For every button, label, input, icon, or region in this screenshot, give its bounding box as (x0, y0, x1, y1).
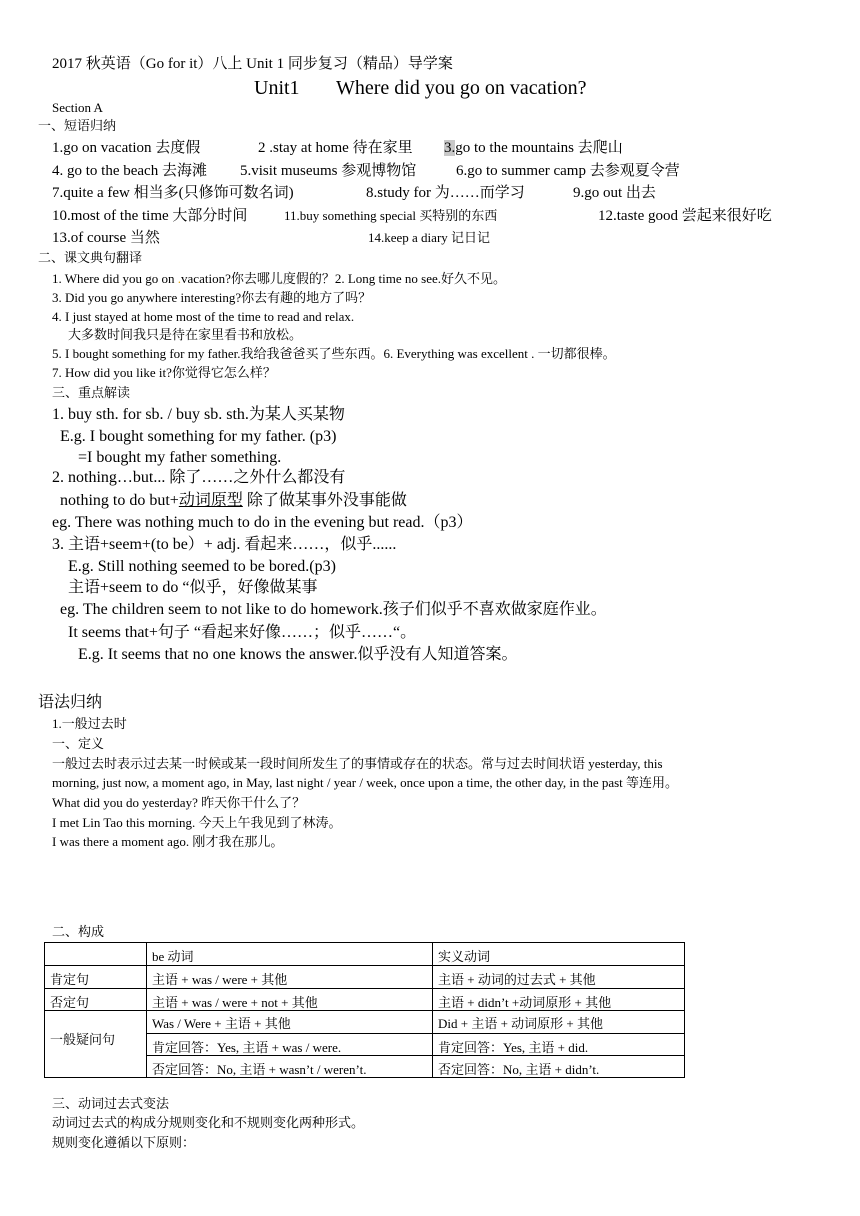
phrase-11: 11.buy something special 买特别的东西 (284, 208, 498, 223)
sentence-4-translation: 大多数时间我只是待在家里看书和放松。 (68, 327, 303, 342)
past-forms-heading: 三、动词过去式变法 (52, 1096, 170, 1111)
point-2-usage: nothing to do but+动词原型 除了做某事外没事能做 (60, 492, 407, 509)
point-1-example: E.g. I bought something for my father. (p3) (60, 428, 337, 445)
row-affirmative: 肯定句 (50, 972, 90, 987)
phrase-3-number: 3.go to the mountains 去爬山 (444, 140, 623, 156)
phrase-14: 14.keep a diary 记日记 (368, 230, 491, 245)
key-points-heading: 三、重点解读 (52, 385, 131, 400)
grammar-subheading: 1.一般过去时 (52, 716, 127, 731)
phrase-10: 10.most of the time 大部分时间 (52, 208, 248, 224)
point-3-example-3: E.g. It seems that no one knows the answer.似乎没有人知道答案。 (78, 646, 518, 663)
phrase-12: 12.taste good 尝起来很好吃 (598, 208, 772, 224)
example-2: I met Lin Tao this morning. 今天上午我见到了林涛。 (52, 815, 342, 830)
past-forms-line-1: 动词过去式的构成分规则变化和不规则变化两种形式。 (52, 1115, 365, 1130)
sentence-3: 3. Did you go anywhere interesting?你去有趣的地方了吗？ (52, 290, 372, 305)
phrase-9: 9.go out 出去 (573, 185, 656, 201)
phrase-7: 7.quite a few 相当多(只修饰可数名词) (52, 185, 294, 201)
point-3-example: E.g. Still nothing seemed to be bored.(p3) (68, 558, 336, 575)
phrase-6: 6.go to summer camp 去参观夏令营 (456, 163, 680, 179)
point-3-example-2: eg. The children seem to not like to do homework.孩子们似乎不喜欢做家庭作业。 (60, 601, 607, 618)
phrase-3: go to the mountains 去爬山 (455, 140, 623, 156)
sentence-1: 1. Where did you go on .vacation?你去哪儿度假的？2. Long time no see.好久不见。 (52, 271, 506, 286)
phrases-heading: 一、短语归纳 (38, 118, 117, 133)
sentence-4: 4. I just stayed at home most of the time to read and relax. (52, 309, 355, 324)
row-negative: 否定句 (50, 995, 90, 1010)
phrase-13: 13.of course 当然 (52, 230, 160, 246)
definition-heading: 一、定义 (52, 736, 105, 751)
doc-title: 2017 秋英语（Go for it）八上 Unit 1 同步复习（精品）导学案 (52, 56, 453, 72)
phrase-5: 5.visit museums 参观博物馆 (240, 163, 417, 179)
no-answer-be: 否定回答：No, 主语 + wasn’t / weren’t. (152, 1062, 367, 1077)
example-1: What did you do yesterday? 昨天你干什么了？ (52, 795, 306, 810)
row-question: 一般疑问句 (50, 1032, 116, 1047)
negative-verb: 主语 + didn’t +动词原形 + 其他 (438, 995, 612, 1010)
point-3-usage-c: It seems that+句子 “看起来好像……；似乎……“。 (68, 624, 417, 641)
point-1-equivalent: =I bought my father something. (78, 449, 282, 466)
phrase-4: 4. go to the beach 去海滩 (52, 163, 207, 179)
affirmative-be: 主语 + was / were + 其他 (152, 972, 288, 987)
yes-answer-verb: 肯定回答：Yes, 主语 + did. (438, 1040, 589, 1055)
header-be-verb: be 动词 (152, 949, 194, 964)
yes-answer-be: 肯定回答：Yes, 主语 + was / were. (152, 1040, 342, 1055)
grammar-heading: 语法归纳 (38, 694, 103, 711)
header-main-verb: 实义动词 (438, 949, 491, 964)
no-answer-verb: 否定回答：No, 主语 + didn’t. (438, 1062, 600, 1077)
affirmative-verb: 主语 + 动词的过去式 + 其他 (438, 972, 596, 987)
sentence-5: 5. I bought something for my father.我给我爸爸买了些东西。6. Everything was excellent . 一切都很棒。 (52, 346, 616, 361)
unit-number: Unit1 (254, 77, 300, 99)
definition-line-2: morning, just now, a moment ago, in May, last night / year / week, once upon a time, the other day, in the past 等连用。 (52, 775, 679, 790)
section-label: Section A (52, 100, 103, 115)
point-2-example: eg. There was nothing much to do in the evening but read.（p3） (52, 514, 473, 531)
point-2: 2. nothing…but... 除了……之外什么都没有 (52, 469, 346, 486)
definition-line-1: 一般过去时表示过去某一时候或某一段时间所发生了的事情或存在的状态。常与过去时间状语 yesterday, this (52, 756, 663, 771)
past-forms-line-2: 规则变化遵循以下原则： (52, 1135, 196, 1150)
point-3: 3. 主语+seem+(to be）+ adj. 看起来……，似乎...... (52, 536, 397, 553)
structure-heading: 二、构成 (52, 924, 105, 939)
negative-be: 主语 + was / were + not + 其他 (152, 995, 318, 1010)
point-1: 1. buy sth. for sb. / buy sb. sth.为某人买某物 (52, 406, 345, 423)
sentences-heading: 二、课文典句翻译 (38, 250, 143, 265)
example-3: I was there a moment ago. 刚才我在那儿。 (52, 834, 284, 849)
phrase-1: 1.go on vacation 去度假 (52, 140, 201, 156)
phrase-8: 8.study for 为……而学习 (366, 185, 525, 201)
question-verb: Did + 主语 + 动词原形 + 其他 (438, 1016, 603, 1031)
sentence-7: 7. How did you like it?你觉得它怎么样？ (52, 365, 276, 380)
point-3-usage-b: 主语+seem to do “似乎，好像做某事 (68, 579, 318, 596)
phrase-2: 2 .stay at home 待在家里 (258, 140, 413, 156)
unit-title: Where did you go on vacation? (336, 77, 587, 99)
question-be: Was / Were + 主语 + 其他 (152, 1016, 291, 1031)
